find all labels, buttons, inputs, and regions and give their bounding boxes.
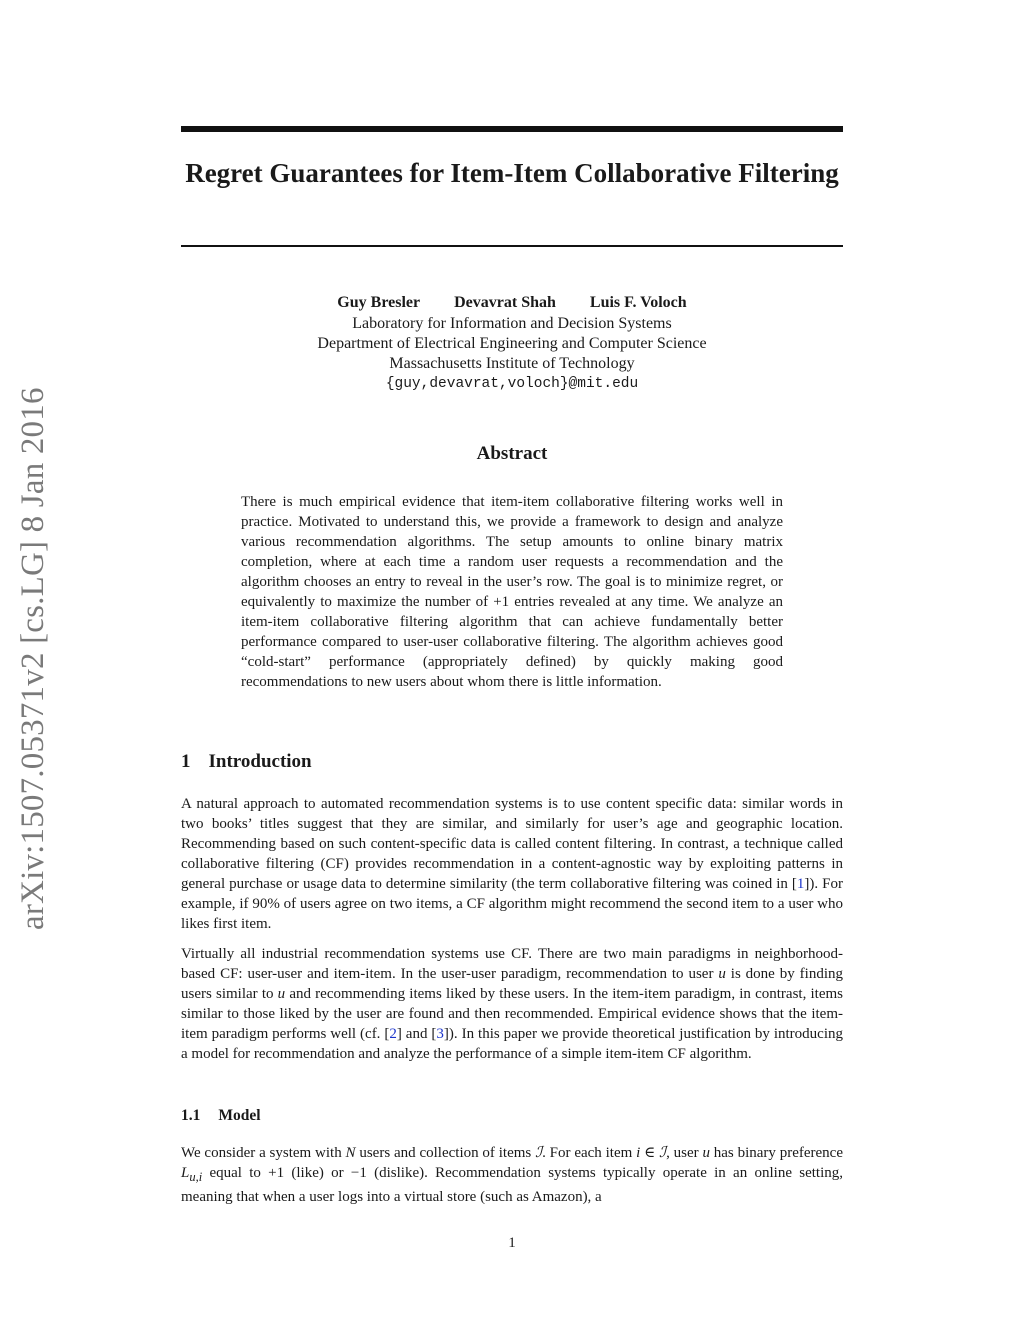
math-variable: u	[277, 986, 286, 1002]
arxiv-identifier-stamp: arXiv:1507.05371v2 [cs.LG] 8 Jan 2016	[15, 387, 51, 930]
citation-link-2[interactable]: 2	[389, 1026, 397, 1042]
math-variable: u	[718, 966, 726, 982]
page-number: 1	[508, 1235, 516, 1251]
author-name: Devavrat Shah	[454, 294, 556, 311]
citation-link-1[interactable]: 1	[796, 876, 805, 892]
paragraph-text: and recommending items liked by these users. In the item-item paradigm, in contrast, items similar to those liked by the user are found and then recommended. Empirical evidence shows that the item-item paradigm performs well (cf. [	[181, 986, 843, 1042]
paragraph-text: users and collection of items	[355, 1145, 536, 1161]
paragraph-text: is done by finding users similar to	[181, 966, 843, 1002]
math-variable: L	[181, 1165, 190, 1181]
title-top-rule	[181, 126, 843, 132]
paragraph-text: ] and [	[396, 1026, 437, 1042]
abstract-body: There is much empirical evidence that item-item collaborative filtering works well in practice. Motivated to understand this, we provide a framework to design and analyze various recommendation algorithms. The setup amounts to online binary matrix completion, where at each time a random user requests a recommendation and the algorithm chooses an entry to reveal in the user’s row. The goal is to minimize regret, or equivalently to maximize the number of +1 entries revealed at any time. We analyze an item-item collaborative filtering algorithm that can achieve fundamentally better performance compared to user-user collaborative filtering. The algorithm achieves good “cold-start” performance (appropriately defined) by quickly making good recommendations to new users about whom there is little information.	[241, 494, 783, 690]
model-paragraph-1	[181, 1143, 843, 1207]
abstract-heading: Abstract	[476, 443, 548, 464]
math-variable: u	[702, 1145, 710, 1161]
section-number: 1	[181, 751, 191, 772]
citation-link-3[interactable]: 3	[436, 1026, 444, 1042]
author-emails: {guy,devavrat,voloch}@mit.edu	[385, 376, 639, 392]
math-variable: ℐ	[535, 1145, 543, 1161]
paragraph-text: equal to +1 (like) or −1 (dislike). Recommendation systems typically operate in an online setting, meaning that when a user logs into a virtual store (such as Amazon), a	[181, 1165, 843, 1205]
affiliation-department: Department of Electrical Engineering and Computer Science	[317, 335, 707, 352]
paragraph-text: has binary preference	[709, 1145, 843, 1161]
affiliation-institute: Massachusetts Institute of Technology	[389, 355, 635, 372]
subsection-number: 1.1	[181, 1107, 201, 1124]
introduction-paragraph-1	[181, 794, 843, 934]
author-name: Luis F. Voloch	[589, 294, 687, 311]
subsection-title: Model	[218, 1107, 261, 1124]
paragraph-text: We consider a system with	[181, 1145, 346, 1161]
author-block	[181, 293, 843, 394]
author-name: Guy Bresler	[337, 294, 421, 311]
paragraph-text: ]). In this paper we provide theoretical justification by introducing a model for recommendation and analyze the performance of a simple item-item CF algorithm.	[181, 1026, 843, 1062]
section-heading-introduction	[181, 751, 312, 773]
paragraph-text: , user	[666, 1145, 703, 1161]
subsection-heading-model	[181, 1107, 261, 1125]
paragraph-text: Virtually all industrial recommendation systems use CF. There are two main paradigms in neighborhood-based CF: user-user and item-item. In the user-user paradigm, recommendation to user	[181, 946, 843, 982]
paragraph-text: . For each item	[542, 1145, 637, 1161]
title-bottom-rule	[181, 245, 843, 247]
math-subscript: u,i	[189, 1170, 203, 1184]
introduction-paragraph-2	[181, 944, 843, 1064]
section-title: Introduction	[208, 751, 312, 772]
paragraph-text: ]). For example, if 90% of users agree on two items, a CF algorithm might recommend the second item to a user who likes first item.	[181, 876, 844, 932]
author-names	[181, 293, 843, 313]
paper-title: Regret Guarantees for Item-Item Collaborative Filtering	[185, 158, 839, 188]
affiliation-lab: Laboratory for Information and Decision Systems	[352, 315, 672, 332]
math-variable: N	[345, 1145, 356, 1161]
paragraph-text: A natural approach to automated recommendation systems is to use content specific data: similar words in two books’ titles suggest that they are similar, and similarly for user’s age and geographic location. Recommending based on such content-specific data is called content filtering. In contrast, a technique called collaborative filtering (CF) provides recommendation in a content-agnostic way by exploiting patterns in general purchase or usage data to determine similarity (the term collaborative filtering was coined in [	[181, 796, 843, 892]
math-expression: i ∈ ℐ	[636, 1145, 667, 1161]
